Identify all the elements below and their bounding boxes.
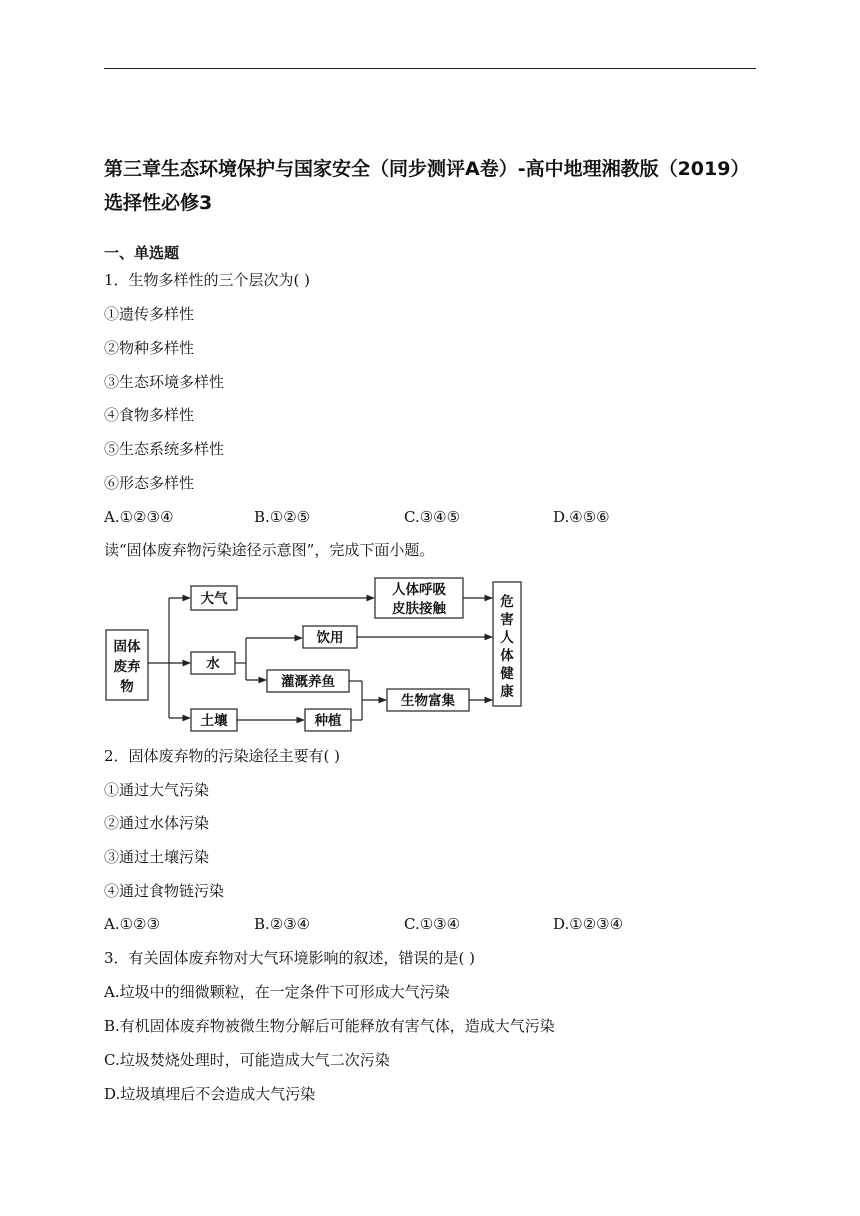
harm-char-4: 体 <box>500 648 514 664</box>
document-title: 第三章生态环境保护与国家安全（同步测评A卷）-高中地理湘教版（2019）选择性必修3 <box>104 158 740 214</box>
q2-option-d[interactable]: D.①②③④ <box>553 915 624 933</box>
q2-item-3: ③通过土壤污染 <box>104 848 210 866</box>
q1-item-1: ①遗传多样性 <box>104 305 195 323</box>
harm-char-2: 害 <box>500 612 514 628</box>
drink-label: 饮用 <box>316 630 344 646</box>
section-heading: 一、单选题 <box>104 244 180 262</box>
pollution-pathway-diagram <box>104 576 524 736</box>
q2-item-4: ④通过食物链污染 <box>104 882 225 900</box>
q3-option-b[interactable]: B.有机固体废弃物被微生物分解后可能释放有害气体，造成大气污染 <box>104 1017 555 1035</box>
reading-intro: 读“固体废弃物污染途径示意图”，完成下面小题。 <box>104 541 435 559</box>
q3-stem: 3．有关固体废弃物对大气环境影响的叙述，错误的是( ) <box>104 949 476 967</box>
source-label-3: 物 <box>120 679 134 695</box>
air-label: 大气 <box>200 591 228 607</box>
irrigate-label: 灌溉养鱼 <box>281 674 335 690</box>
q2-option-b[interactable]: B.②③④ <box>254 915 311 933</box>
q3-option-a[interactable]: A.垃圾中的细微颗粒，在一定条件下可形成大气污染 <box>104 983 450 1001</box>
source-label-1: 固体 <box>113 639 141 655</box>
q2-item-1: ①通过大气污染 <box>104 781 210 799</box>
q2-stem: 2．固体废弃物的污染途径主要有( ) <box>104 747 341 765</box>
q1-option-d[interactable]: D.④⑤⑥ <box>553 508 610 526</box>
harm-char-6: 康 <box>500 684 514 700</box>
harm-char-3: 人 <box>500 630 514 646</box>
q3-option-d[interactable]: D.垃圾填埋后不会造成大气污染 <box>104 1085 316 1103</box>
q2-option-a[interactable]: A.①②③ <box>104 915 160 933</box>
q1-item-2: ②物种多样性 <box>104 339 195 357</box>
water-label: 水 <box>206 656 220 672</box>
q1-option-a[interactable]: A.①②③④ <box>104 508 174 526</box>
breath-label-1: 人体呼吸 <box>392 582 446 598</box>
q1-item-3: ③生态环境多样性 <box>104 373 225 391</box>
q1-item-5: ⑤生态系统多样性 <box>104 440 225 458</box>
soil-label: 土壤 <box>200 713 228 729</box>
q2-item-2: ②通过水体污染 <box>104 814 210 832</box>
bio-label: 生物富集 <box>401 693 455 709</box>
breath-label-2: 皮肤接触 <box>392 601 446 617</box>
plant-label: 种植 <box>314 713 342 729</box>
harm-char-1: 危 <box>500 594 514 610</box>
q3-option-c[interactable]: C.垃圾焚烧处理时，可能造成大气二次污染 <box>104 1051 390 1069</box>
q1-option-b[interactable]: B.①②⑤ <box>254 508 311 526</box>
q1-stem: 1．生物多样性的三个层次为( ) <box>104 271 311 289</box>
source-label-2: 废弃 <box>113 659 141 675</box>
q2-option-c[interactable]: C.①③④ <box>404 915 461 933</box>
q1-item-6: ⑥形态多样性 <box>104 474 195 492</box>
q1-item-4: ④食物多样性 <box>104 406 195 424</box>
q1-option-c[interactable]: C.③④⑤ <box>404 508 461 526</box>
header-rule <box>104 68 756 69</box>
harm-char-5: 健 <box>500 666 514 682</box>
